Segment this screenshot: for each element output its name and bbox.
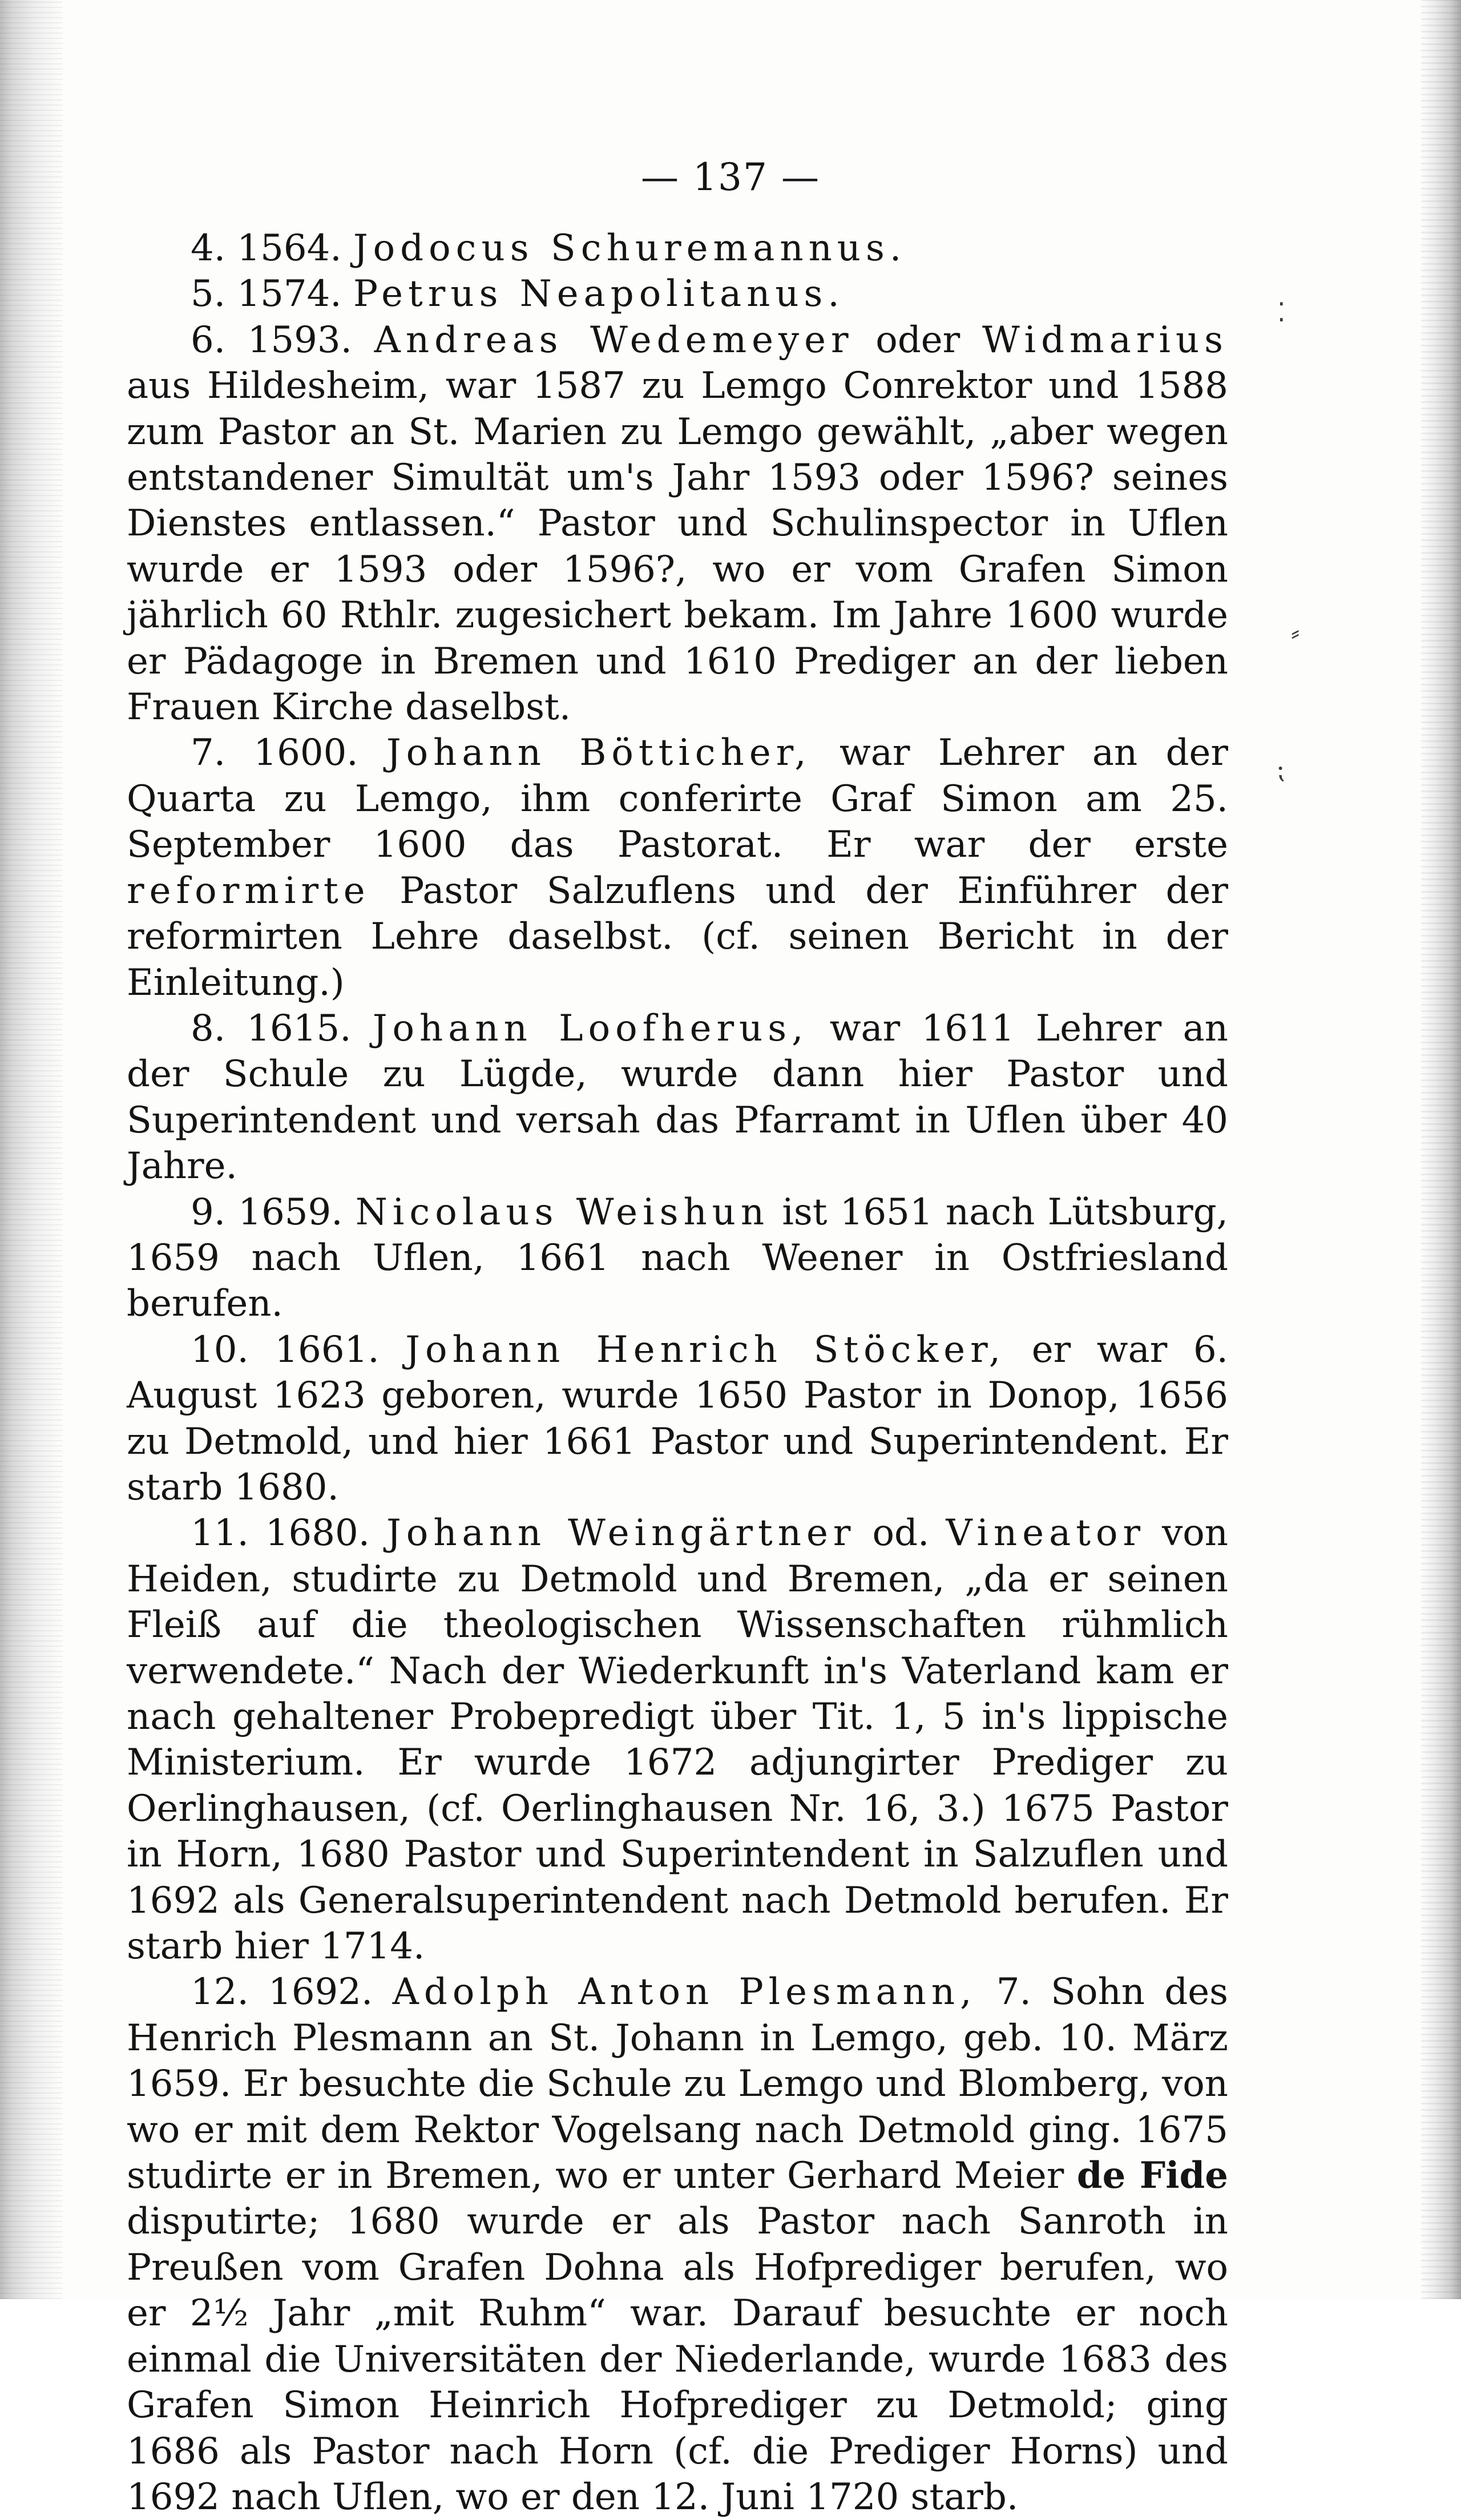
- pastor-name: Andreas Wedemeyer: [374, 318, 854, 361]
- pastor-name: Johann Bötticher,: [386, 732, 812, 775]
- entry-number: 11. 1680.: [191, 1512, 370, 1555]
- entry-number: 5. 1574.: [191, 273, 342, 316]
- entry-6: [127, 317, 1228, 731]
- entry-text: war 1611 Lehrer an der Schule zu Lügde, wurde dann hier Pastor und Superintendent und versah das Pfarramt in Uflen über 40 Jahre.: [127, 1007, 1229, 1188]
- entry-10: [127, 1327, 1228, 1511]
- entry-text: war Lehrer an der Quarta zu Lemgo, ihm conferirte Graf Simon am 25. September 1600 das Pastorat. Er war der erste: [127, 732, 1228, 866]
- body-text: [127, 225, 1228, 2520]
- entry-number: 8. 1615.: [191, 1007, 352, 1050]
- margin-mark: ⁏: [1276, 753, 1285, 784]
- scan-gutter-right: [1421, 0, 1461, 2299]
- entry-text: aus Hildesheim, war 1587 zu Lemgo Conrektor und 1588 zum Pastor an St. Marien zu Lemgo gewählt, „aber wegen entstandener Simultät um's Jahr 1593 oder 1596? seines Dienstes entlassen.“ Pastor und Schulinspector in Uflen wurde er 1593 oder 1596?, wo er vom Grafen Simon jährlich 60 Rthlr. zugesichert bekam. Im Jahre 1600 wurde er Pädagoge in Bremen und 1610 Prediger an der lieben Frauen Kirche daselbst.: [127, 365, 1228, 729]
- entry-number: 10. 1661.: [191, 1328, 380, 1371]
- pastor-name: Adolph Anton Plesmann,: [392, 1971, 977, 2014]
- margin-mark: ⸗: [1291, 616, 1300, 647]
- entry-connector: oder: [853, 318, 982, 361]
- page-number: — 137 —: [641, 155, 820, 199]
- entry-number: 4. 1564.: [191, 227, 342, 269]
- entry-text: Pastor Salzuflens und der Einführer der reformirten Lehre daselbst. (cf. seinen Bericht in der Einleitung.): [127, 869, 1228, 1004]
- margin-mark: ⁚: [1277, 297, 1286, 328]
- pastor-name: Jodocus Schuremannus.: [353, 227, 907, 269]
- entry-7: [127, 730, 1228, 1005]
- entry-text: 7. Sohn des Henrich Plesmann an St. Johann in Lemgo, geb. 10. März 1659. Er besuchte die Schule zu Lemgo und Blomberg, von wo er mit dem Rektor Vogelsang nach Detmold ging. 1675 studirte er in Bremen, wo er unter Gerhard Meier: [127, 1971, 1229, 2198]
- emphasis-text: reformirte: [127, 869, 370, 912]
- entry-number: 7. 1600.: [191, 732, 358, 775]
- entry-12: [127, 1969, 1228, 2520]
- entry-number: 9. 1659.: [191, 1191, 343, 1233]
- pastor-alt-name: Vineator: [946, 1512, 1146, 1555]
- pastor-name: Nicolaus Weishun: [355, 1191, 770, 1233]
- pastor-name: Johann Loofherus,: [372, 1007, 809, 1050]
- entry-8: [127, 1006, 1228, 1190]
- pastor-alt-name: Widmarius: [982, 318, 1229, 361]
- entry-number: 12. 1692.: [191, 1971, 373, 2014]
- entry-text: er war 6. August 1623 geboren, wurde 1650 Pastor in Donop, 1656 zu Detmold, und hier 1661 Pastor und Superintendent. Er starb 1680.: [127, 1328, 1229, 1509]
- pastor-name: Petrus Neapolitanus.: [353, 273, 845, 316]
- scan-gutter-left: [0, 0, 63, 2299]
- pastor-name: Johann Henrich Stöcker,: [405, 1328, 1006, 1371]
- entry-11: [127, 1510, 1228, 1969]
- entry-connector: od.: [855, 1512, 946, 1555]
- entry-number: 6. 1593.: [191, 318, 352, 361]
- latin-phrase: de Fide: [1076, 2154, 1229, 2198]
- pastor-name: Johann Weingärtner: [386, 1512, 856, 1555]
- entry-4: [127, 225, 1228, 271]
- entry-9: [127, 1190, 1228, 1327]
- entry-text: disputirte; 1680 wurde er als Pastor nach Sanroth in Preußen vom Grafen Dohna als Hofprediger berufen, wo er 2½ Jahr „mit Ruhm“ war. Darauf besuchte er noch einmal die Universitäten der Niederlande, wurde 1683 des Grafen Simon Heinrich Hofprediger zu Detmold; ging 1686 als Pastor nach Horn (cf. die Prediger Horns) und 1692 nach Uflen, wo er den 12. Juni 1720 starb.: [127, 2200, 1228, 2518]
- entry-5: [127, 271, 1228, 317]
- entry-text: von Heiden, studirte zu Detmold und Bremen, „da er seinen Fleiß auf die theologischen Wissenschaften rühmlich verwendete.“ Nach der Wiederkunft in's Vaterland kam er nach gehaltener Probepredigt über Tit. 1, 5 in's lippische Ministerium. Er wurde 1672 adjungirter Prediger zu Oerlinghausen, (cf. Oerlinghausen Nr. 16, 3.) 1675 Pastor in Horn, 1680 Pastor und Superintendent in Salzuflen und 1692 als Generalsuperintendent nach Detmold berufen. Er starb hier 1714.: [127, 1512, 1229, 1968]
- entry-text: ist 1651 nach Lütsburg, 1659 nach Uflen, 1661 nach Weener in Ostfriesland berufen.: [127, 1191, 1229, 1325]
